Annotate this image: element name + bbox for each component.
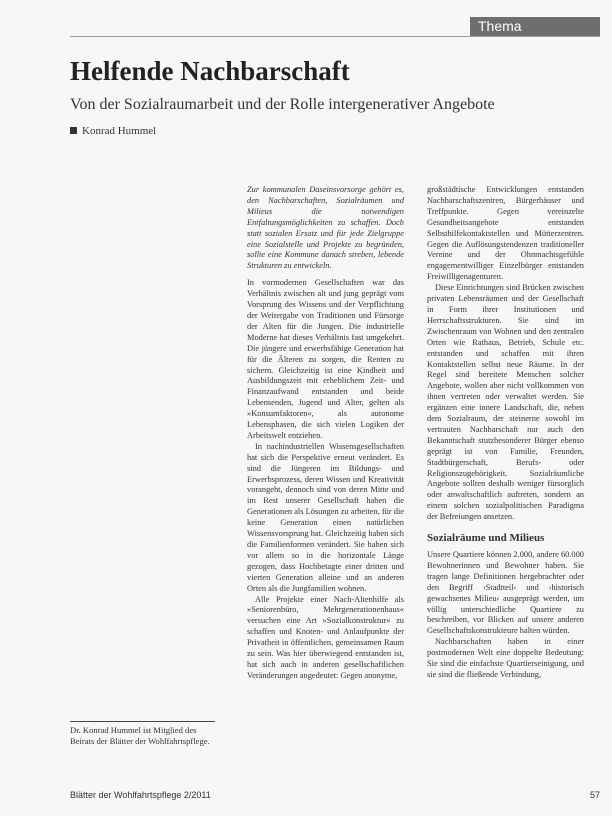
body-paragraph: Nachbarschaften haben in einer postmodernen Welt eine doppelte Bedeutung: Sie sind die einfachste Quartierseinigung, und sie sind die fließende Verbindung,: [427, 637, 584, 679]
page-number: 57: [589, 790, 600, 800]
author-line: [70, 125, 156, 137]
article-title: Helfende Nachbarschaft: [70, 56, 350, 86]
article-subtitle: Von der Sozialraumarbeit und der Rolle intergenerativer Angebote: [70, 96, 495, 113]
section-tab: Thema: [470, 17, 600, 36]
body-paragraph: In vormodernen Gesellschaften war das Verhältnis zwischen alt und jung geprägt vom Vorsprung des Wissens und der Verpflichtung der Weitergabe von Traditionen und Fürsorge der Alten für die Jungen. Die industrielle Moderne hat dieses Verhältnis fast umgekehrt. Die jüngere und erwerbsfähige Generation hat für die Älteren zu sorgen, die Renten zu sichern. Gleichzeitig ist eine Kindheit und Ausbildungszeit mit erheblichem Zeit- und Finanzaufwand entstanden und beide Lebensenden, Jugend und Alter, gelten als »Konsumfaktoren«, als autonome Lebensphasen, die sich vielen Logiken der Arbeitswelt entziehen.: [247, 278, 404, 440]
author-bio: Dr. Konrad Hummel ist Mitglied des Beirats der Blätter der Wohlfahrtspflege.: [70, 725, 210, 746]
text-column-right: [427, 185, 584, 681]
author-name: Konrad Hummel: [82, 125, 157, 137]
body-paragraph: Unsere Quartiere können 2.000, andere 60.000 Bewohnerinnen und Bewohner haben. Sie tragen lange Definitionen hergebrachter oder den Begriff ›Stadtteil‹ und ›historisch gewachsenes Milieu‹ ausgeprägt werden, um völlig unterschiedliche Quartiere zu beschreiben, vor Blicken auf unsere anderen Gesellschaftskonstrukteure halten würden.: [427, 550, 584, 636]
section-heading: Sozialräume und Milieus: [427, 532, 545, 545]
journal-citation: Blätter der Wohlfahrtspflege 2/2011: [70, 790, 211, 800]
lead-paragraph: Zur kommunalen Daseinsvorsorge gehört es, den Nachbarschaften, Sozialräumen und Milieus die notwendigen Entfaltungsmöglichkeiten zu schaffen. Doch statt sozialen Ersatz und für jede Zielgruppe eine Sozialstelle und Projekte zu begründen, sollte eine Kommune danach streben, lebende Strukturen zu entwickeln.: [247, 185, 404, 271]
body-paragraph: großstädtische Entwicklungen entstanden Nachbarschaftszentren, Bürgerhäuser und Treffpunkte. Gegen vereinzelte Gesundheitsangebote entstanden Selbsthilfekontaktstellen und Mütterzentren. Gegen die Auflösungstendenzen traditioneller Vereine und der Ohnmachtsgefühle engagementwilliger Einzelbürger entstanden Freiwilligenagenturen.: [427, 185, 584, 282]
body-paragraph: In nachindustriellen Wissensgesellschaften hat sich die Perspektive erneut verändert. Es sind die Jüngeren im Bildungs- und Erwerbsprozess, deren Wissen und Kreativität vorangeht, dennoch sind von deren Mitte und im Rest unserer Gesellschaft haben die Generationen als Lösungen zu arbeiten, für die keine Generation einen natürlichen Wissensvorsprung hat. Gleichzeitig haben sich die Familienformen verändert. Sie haben sich vor allem so in die horizontale Länge gezogen, dass Hochbetagte einer dritten und vierten Generation alleine und an anderen Orten als die Jungfamilien wohnen.: [247, 441, 404, 593]
body-paragraph: Diese Einrichtungen sind Brücken zwischen privaten Lebensräumen und der Gesellschaft in Form ihrer Institutionen und Herrschaftsstrukturen. Sie sind im Zwischenraum von Wohnen und den zentralen Orten wie Rathaus, Betrieb, Schule etc. entstanden und schaffen mit ihren Kontaktstellen selbst neue Räume. In der Regel sind bereitete Menschen solcher Angebote, wollen aber nicht vollkommen von ihnen vertreten oder verwaltet werden. Sie ergänzen eine innere Landschaft, die, neben dem Sozialraum, der steinerne sowohl im vertrauten Nachbarschaft nur auch den Bekanntschaft stutzbesonderer Bürger ebenso geprägt ist von Familie, Freunden, Stadtbürgerschaft, Berufs- oder Religionszugehörigkeit. Sozialräumliche Angebote sollten deshalb weniger fürsorglich oder anwaltschaftlich auftreten, sondern an einem solchen sozialpolitischen Paradigma der Befreiungen ansetzen.: [427, 283, 584, 522]
author-bullet-icon: [70, 127, 77, 134]
section-rule: [70, 36, 600, 37]
bio-rule: [70, 721, 215, 722]
body-paragraph: Alle Projekte einer Nach-Altenhilfe als »Seniorenbüro, Mehrgenerationenhaus« versuchen eine Art »Sozialkonstruktur« zu schaffen und Knoten- und Anlaufpunkte der Privatheit in öffentlichen, gemeinsamen Raum zu sein. Was hier überwiegend entstanden ist, hat sich auch in anderen gesellschaftlichen Veränderungen angedeutet: Gegen anonyme,: [247, 594, 404, 680]
text-column-left: [247, 185, 404, 682]
